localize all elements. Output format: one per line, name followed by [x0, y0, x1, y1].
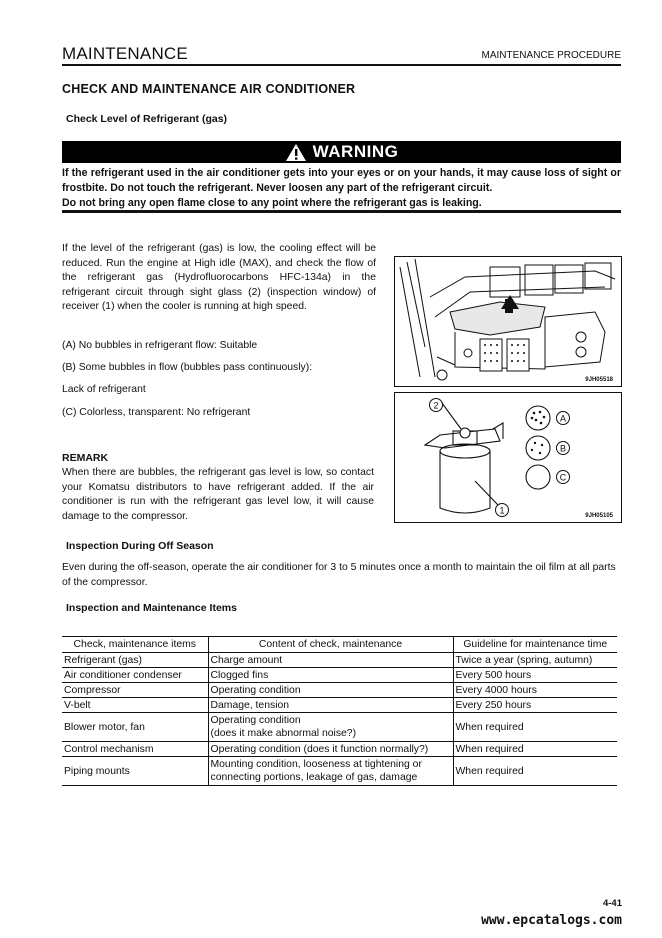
off-season-text: Even during the off-season, operate the air conditioner for 3 to 5 minutes once a month to maintain the oil film at all parts of the compressor.	[62, 562, 616, 588]
engine-compartment-illustration	[395, 257, 621, 386]
table-row	[62, 757, 617, 786]
figure-code: 9JH05518	[585, 377, 613, 383]
state-b-result-text: Lack of refrigerant	[62, 384, 146, 395]
state-c-text: (C) Colorless, transparent: No refrigerant	[62, 407, 251, 418]
section-title: CHECK AND MAINTENANCE AIR CONDITIONER	[62, 82, 356, 96]
check-level-heading: Check Level of Refrigerant (gas)	[66, 113, 228, 125]
warning-text-line1: If the refrigerant used in the air conditioner gets into your eyes or on your hands, it may cause loss of sight or frostbite. Do not touch the refrigerant. Never loosen any part of the refrigerant circuit.	[62, 167, 621, 194]
table-cell	[208, 713, 453, 742]
table-cell: Operating condition	[208, 683, 453, 698]
warning-divider	[62, 210, 621, 213]
table-row	[62, 668, 617, 683]
table-row	[62, 653, 617, 668]
table-cell: Compressor	[62, 683, 208, 698]
callout-c: C	[559, 472, 567, 483]
intro-paragraph: If the level of the refrigerant (gas) is low, the cooling effect will be reduced. Run the engine at High idle (MAX), and check the flow of the refrigerant gas (Hydrofluorocarbons HFC-134a) in the refrigerant circuit through sight glass (2) (inspection window) of receiver (1) when the cooler is running at high speed.	[62, 243, 376, 313]
warning-banner	[62, 141, 621, 163]
page-header-section: MAINTENANCE PROCEDURE	[481, 50, 621, 61]
table-cell: Twice a year (spring, autumn)	[453, 653, 617, 668]
table-header-content: Content of check, maintenance	[208, 637, 453, 653]
warning-text	[62, 166, 621, 211]
callout-b: B	[559, 443, 567, 454]
table-row	[62, 713, 617, 742]
callout-2: 2	[433, 400, 439, 411]
receiver-sight-glass-figure	[394, 392, 622, 523]
table-header-guideline: Guideline for maintenance time	[453, 637, 617, 653]
items-heading: Inspection and Maintenance Items	[66, 602, 237, 614]
table-cell: Clogged fins	[208, 668, 453, 683]
table-cell-line: (does it make abnormal noise?)	[210, 728, 357, 739]
table-cell: Every 4000 hours	[453, 683, 617, 698]
table-cell: Control mechanism	[62, 742, 208, 757]
table-cell: Every 250 hours	[453, 698, 617, 713]
page-header-title: MAINTENANCE	[62, 44, 188, 63]
maintenance-items-table	[62, 636, 617, 786]
engine-compartment-figure	[394, 256, 622, 387]
callout-1: 1	[499, 505, 505, 516]
table-cell	[208, 757, 453, 786]
table-row	[62, 742, 617, 757]
table-cell: Refrigerant (gas)	[62, 653, 208, 668]
table-cell: Every 500 hours	[453, 668, 617, 683]
table-row	[62, 683, 617, 698]
table-cell: V-belt	[62, 698, 208, 713]
table-cell: When required	[453, 713, 617, 742]
state-a-text: (A) No bubbles in refrigerant flow: Suitable	[62, 340, 258, 351]
table-cell-line: connecting portions, leakage of gas, damage	[210, 772, 418, 783]
table-cell: Damage, tension	[208, 698, 453, 713]
remark-heading: REMARK	[62, 452, 109, 464]
table-cell: Blower motor, fan	[62, 713, 208, 742]
table-header-items: Check, maintenance items	[62, 637, 208, 653]
table-cell: Operating condition (does it function normally?)	[208, 742, 453, 757]
table-cell-line: Operating condition	[210, 715, 301, 726]
table-cell: Charge amount	[208, 653, 453, 668]
remark-text: When there are bubbles, the refrigerant gas level is low, so contact your Komatsu distributors to have refrigerant added. If the air conditioner is run with the refrigerant gas level low, it will cause damage to the compressor.	[62, 467, 374, 522]
warning-triangle-icon	[285, 143, 307, 162]
header-divider	[62, 64, 621, 66]
warning-label: WARNING	[312, 142, 399, 161]
watermark: www.epcatalogs.com	[481, 913, 622, 928]
off-season-heading: Inspection During Off Season	[66, 540, 214, 552]
state-b-text: (B) Some bubbles in flow (bubbles pass continuously):	[62, 362, 313, 373]
warning-text-line2: Do not bring any open flame close to any point where the refrigerant gas is leaking.	[62, 197, 482, 209]
table-header-row	[62, 637, 617, 653]
callout-a: A	[559, 413, 567, 424]
figure-code: 9JH05105	[585, 513, 613, 519]
table-cell: When required	[453, 742, 617, 757]
table-cell: When required	[453, 757, 617, 786]
page-number: 4-41	[602, 898, 622, 909]
table-cell-line: Mounting condition, looseness at tightening or	[210, 759, 422, 770]
table-row	[62, 698, 617, 713]
receiver-illustration	[395, 393, 621, 522]
table-cell: Air conditioner condenser	[62, 668, 208, 683]
table-cell: Piping mounts	[62, 757, 208, 786]
